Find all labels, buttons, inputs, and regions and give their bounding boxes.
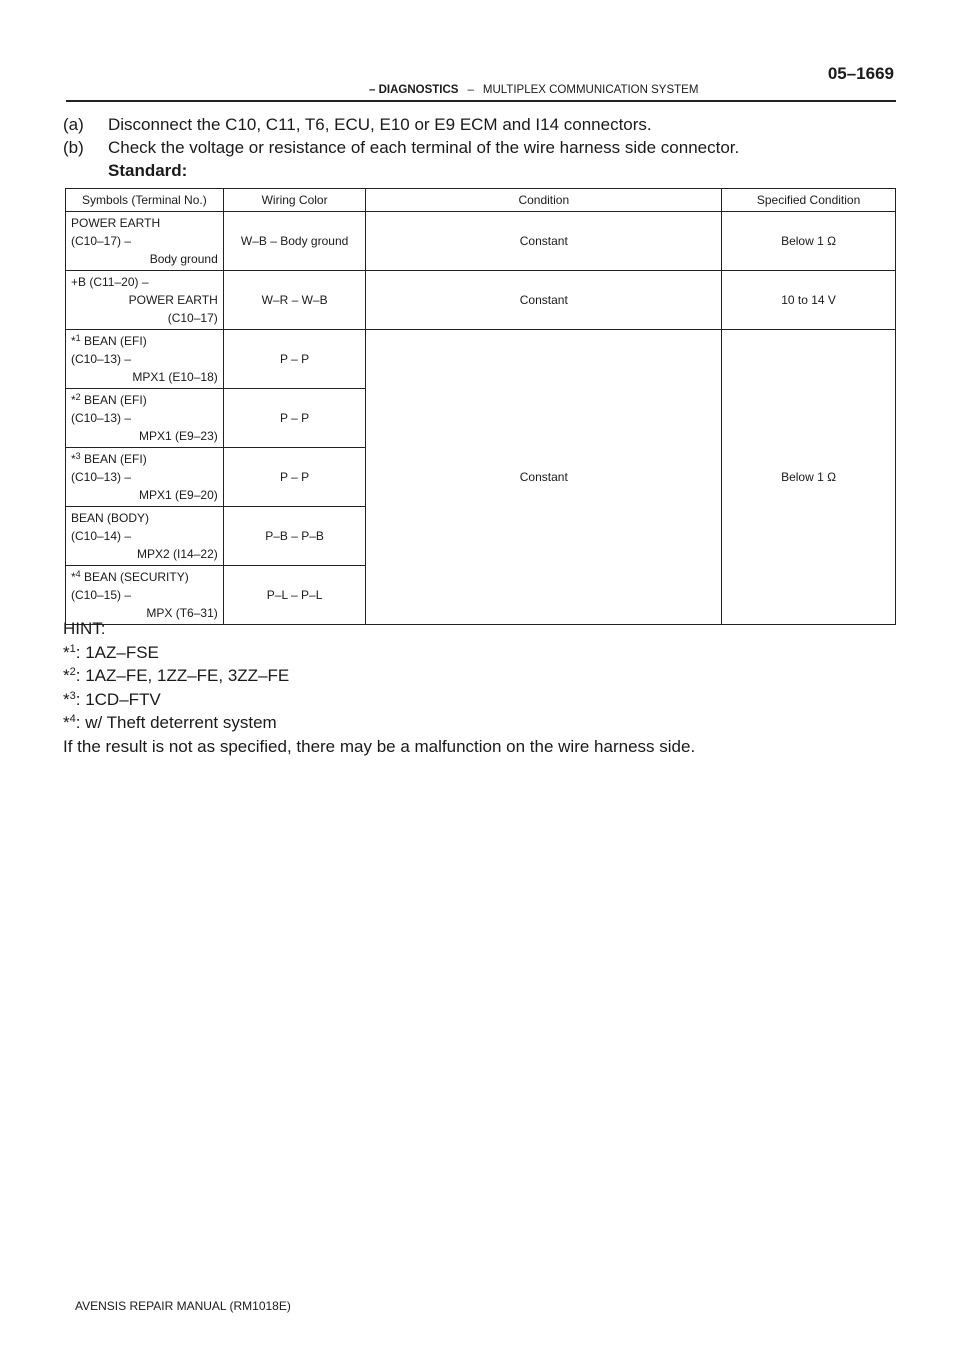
wiring-cell: P–B – P–B bbox=[223, 507, 366, 566]
wiring-cell: W–B – Body ground bbox=[223, 212, 366, 271]
footnote-text: : 1AZ–FE, 1ZZ–FE, 3ZZ–FE bbox=[75, 666, 290, 685]
hint-section bbox=[63, 617, 903, 758]
spec-cell: 10 to 14 V bbox=[722, 271, 896, 330]
symbol-cell bbox=[66, 330, 224, 389]
table-row bbox=[66, 271, 896, 330]
hint-footnote bbox=[63, 664, 903, 688]
wiring-cell: W–R – W–B bbox=[223, 271, 366, 330]
symbol-line: Body ground bbox=[149, 252, 218, 266]
footnote-star: * bbox=[63, 689, 70, 709]
footnote-number: 1 bbox=[75, 333, 81, 343]
footnote-number: 4 bbox=[75, 569, 81, 579]
hint-footnote bbox=[63, 711, 903, 735]
footnote-mark: *$^1$ bbox=[71, 333, 81, 348]
table-header-row bbox=[66, 189, 896, 212]
wiring-cell: P – P bbox=[223, 330, 366, 389]
header-category: – DIAGNOSTICS bbox=[369, 84, 459, 96]
spec-cell: Below 1 Ω bbox=[722, 212, 896, 271]
symbol-cell bbox=[66, 448, 224, 507]
symbol-name: BEAN (EFI) bbox=[84, 393, 147, 407]
hint-note: If the result is not as specified, there may be a malfunction on the wire harness side. bbox=[63, 736, 696, 756]
footnote-text: : w/ Theft deterrent system bbox=[75, 713, 277, 732]
symbol-cell bbox=[66, 566, 224, 625]
symbol-line: MPX2 (I14–22) bbox=[137, 547, 218, 561]
header-separator: – bbox=[467, 84, 474, 96]
condition-cell-merged: Constant bbox=[366, 330, 722, 625]
footnote-star: * bbox=[63, 713, 70, 732]
symbol-line: (C10–13) – bbox=[71, 470, 132, 484]
footnote-number: 2 bbox=[75, 392, 81, 402]
footnote-text: : 1CD–FTV bbox=[75, 689, 161, 709]
footnote-text: : 1AZ–FSE bbox=[75, 642, 159, 662]
step-text: Check the voltage or resistance of each terminal of the wire harness side connector. bbox=[108, 138, 740, 157]
step-label: (b) bbox=[63, 138, 84, 157]
condition-cell: Constant bbox=[366, 271, 722, 330]
wiring-cell: P–L – P–L bbox=[223, 566, 366, 625]
symbol-line: +B (C11–20) – bbox=[71, 275, 149, 289]
header-condition: Condition bbox=[366, 189, 722, 212]
hint-footnote bbox=[63, 688, 903, 712]
hint-title: HINT: bbox=[63, 619, 106, 638]
header-symbols: Symbols (Terminal No.) bbox=[66, 189, 224, 212]
header-section: MULTIPLEX COMMUNICATION SYSTEM bbox=[482, 84, 699, 96]
spec-cell-merged: Below 1 Ω bbox=[722, 330, 896, 625]
page-number: 05–1669 bbox=[827, 64, 894, 83]
footnote-number: 3 bbox=[69, 689, 76, 702]
header-wiring: Wiring Color bbox=[223, 189, 366, 212]
step-text: Disconnect the C10, C11, T6, ECU, E10 or E9 ECM and I14 connectors. bbox=[108, 115, 652, 134]
footnote-mark: *$^2$ bbox=[71, 392, 81, 407]
footnote-mark: *$^3$ bbox=[71, 451, 81, 466]
header-specified: Specified Condition bbox=[722, 189, 896, 212]
table-row bbox=[66, 330, 896, 389]
footnote-number: 4 bbox=[69, 713, 76, 725]
hint-footnote bbox=[63, 641, 903, 665]
symbol-cell bbox=[66, 507, 224, 566]
wiring-cell: P – P bbox=[223, 389, 366, 448]
symbol-line bbox=[71, 568, 218, 586]
symbol-line: (C10–13) – bbox=[71, 352, 132, 366]
symbol-line: (C10–13) – bbox=[71, 411, 132, 425]
page-footer: AVENSIS REPAIR MANUAL (RM1018E) bbox=[75, 1299, 291, 1313]
symbol-line: MPX1 (E9–23) bbox=[139, 429, 218, 443]
symbol-line: POWER EARTH bbox=[71, 216, 161, 230]
step-label: (a) bbox=[63, 115, 84, 134]
footnote-number: 2 bbox=[69, 666, 76, 678]
header-title bbox=[369, 84, 698, 96]
step-b bbox=[63, 136, 893, 159]
symbol-line: MPX1 (E9–20) bbox=[139, 488, 218, 502]
step-a bbox=[63, 113, 893, 136]
symbol-line: MPX (T6–31) bbox=[146, 606, 218, 620]
symbol-line bbox=[71, 332, 218, 350]
footnote-number: 1 bbox=[69, 642, 76, 655]
footnote-number: 3 bbox=[75, 451, 81, 461]
standard-label: Standard: bbox=[108, 161, 188, 180]
page-header bbox=[66, 62, 896, 102]
symbol-cell bbox=[66, 212, 224, 271]
symbol-line: POWER EARTH bbox=[128, 293, 218, 307]
symbol-line: (C10–17) bbox=[167, 311, 218, 325]
symbol-line: (C10–14) – bbox=[71, 529, 132, 543]
spec-table bbox=[65, 188, 896, 625]
symbol-line bbox=[71, 391, 218, 409]
footnote-star: * bbox=[63, 642, 70, 662]
symbol-line: MPX1 (E10–18) bbox=[132, 370, 218, 384]
footnote-mark: *$^4$ bbox=[71, 569, 81, 584]
symbol-line bbox=[71, 450, 218, 468]
symbol-name: BEAN (EFI) bbox=[84, 334, 147, 348]
symbol-cell bbox=[66, 271, 224, 330]
symbol-line: BEAN (BODY) bbox=[71, 511, 150, 525]
wiring-cell: P – P bbox=[223, 448, 366, 507]
table-row bbox=[66, 212, 896, 271]
procedure-steps bbox=[63, 113, 893, 182]
footnote-star: * bbox=[63, 666, 70, 685]
symbol-name: BEAN (SECURITY) bbox=[84, 570, 189, 584]
symbol-line: (C10–17) – bbox=[71, 234, 132, 248]
symbol-line: (C10–15) – bbox=[71, 588, 132, 602]
symbol-cell bbox=[66, 389, 224, 448]
symbol-name: BEAN (EFI) bbox=[84, 452, 147, 466]
condition-cell: Constant bbox=[366, 212, 722, 271]
